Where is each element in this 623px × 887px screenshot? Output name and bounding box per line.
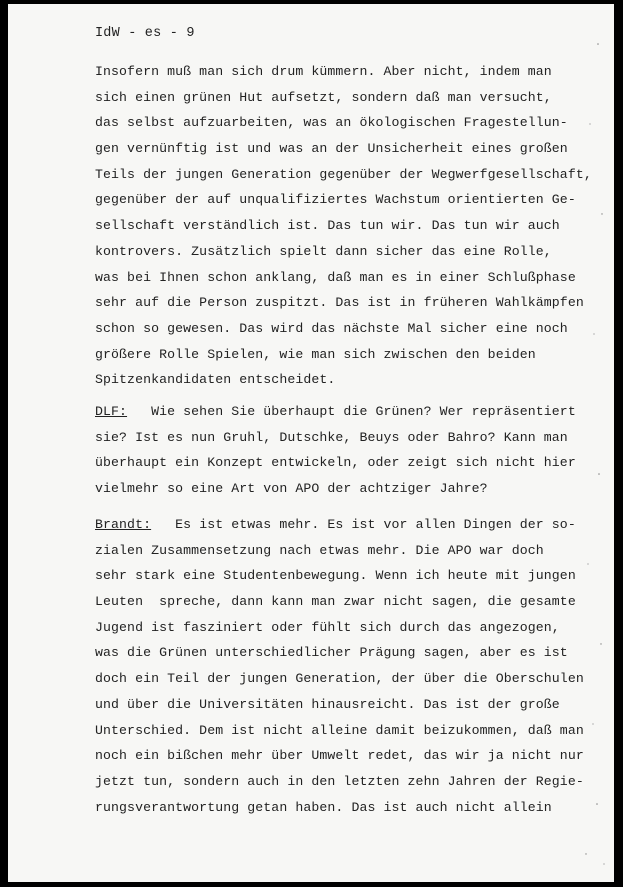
text-line: Teils der jungen Generation gegenüber der Wegwerfgesellschaft,: [95, 166, 592, 182]
text-line: Leuten spreche, dann kann man zwar nicht sagen, die gesamte: [95, 594, 576, 610]
text-line: größere Rolle Spielen, wie man sich zwischen den beiden: [95, 346, 536, 362]
document-page: [8, 4, 614, 882]
text-line: Es ist etwas mehr. Es ist vor allen Dingen der so-: [151, 517, 576, 532]
paragraph-3: [95, 512, 595, 820]
text-line: jetzt tun, sondern auch in den letzten zehn Jahren der Regie-: [95, 773, 584, 789]
text-line: sehr auf die Person zuspitzt. Das ist in früheren Wahlkämpfen: [95, 295, 584, 311]
text-line: Unterschied. Dem ist nicht alleine damit beizukommen, daß man: [95, 722, 584, 738]
text-line: Spitzenkandidaten entscheidet.: [95, 372, 336, 388]
text-line: Jugend ist fasziniert oder fühlt sich durch das angezogen,: [95, 619, 560, 635]
text-line: gegenüber der auf unqualifiziertes Wachstum orientierten Ge-: [95, 192, 576, 208]
text-line: gen vernünftig ist und was an der Unsicherheit eines großen: [95, 141, 568, 157]
text-line: doch ein Teil der jungen Generation, der über die Oberschulen: [95, 671, 584, 687]
text-line: was die Grünen unterschiedlicher Prägung sagen, aber es ist: [95, 645, 568, 661]
speaker-label: DLF:: [95, 404, 128, 419]
text-line: kontrovers. Zusätzlich spielt dann sicher das eine Rolle,: [95, 243, 552, 259]
text-line: Wie sehen Sie überhaupt die Grünen? Wer repräsentiert: [127, 404, 576, 419]
text-line: vielmehr so eine Art von APO der achtziger Jahre?: [95, 481, 488, 497]
scan-noise: [568, 4, 608, 882]
text-line: zialen Zusammensetzung nach etwas mehr. Die APO war doch: [95, 542, 544, 558]
text-line: das selbst aufzuarbeiten, was an ökologischen Fragestellun-: [95, 115, 568, 131]
text-line: schon so gewesen. Das wird das nächste Mal sicher eine noch: [95, 320, 568, 336]
text-line: was bei Ihnen schon anklang, daß man es in einer Schlußphase: [95, 269, 576, 285]
paragraph-1: [95, 59, 595, 393]
text-line: noch ein bißchen mehr über Umwelt redet, das wir ja nicht nur: [95, 748, 584, 764]
text-line: überhaupt ein Konzept entwickeln, oder zeigt sich nicht hier: [95, 455, 576, 471]
text-line: Insofern muß man sich drum kümmern. Aber nicht, indem man: [95, 64, 552, 79]
speaker-line: [95, 399, 595, 425]
text-line: rungsverantwortung getan haben. Das ist auch nicht allein: [95, 799, 552, 815]
speaker-line: [95, 512, 595, 538]
text-line: sehr stark eine Studentenbewegung. Wenn ich heute mit jungen: [95, 568, 576, 584]
text-line: sich einen grünen Hut aufsetzt, sondern daß man versucht,: [95, 89, 552, 105]
text-line: sellschaft verständlich ist. Das tun wir. Das tun wir auch: [95, 218, 560, 234]
text-line: sie? Ist es nun Gruhl, Dutschke, Beuys oder Bahro? Kann man: [95, 429, 568, 445]
speaker-label: Brandt:: [95, 517, 152, 532]
paragraph-2: [95, 399, 595, 502]
text-line: und über die Universitäten hinausreicht. Das ist der große: [95, 696, 560, 712]
page-header: IdW - es - 9: [95, 26, 195, 41]
